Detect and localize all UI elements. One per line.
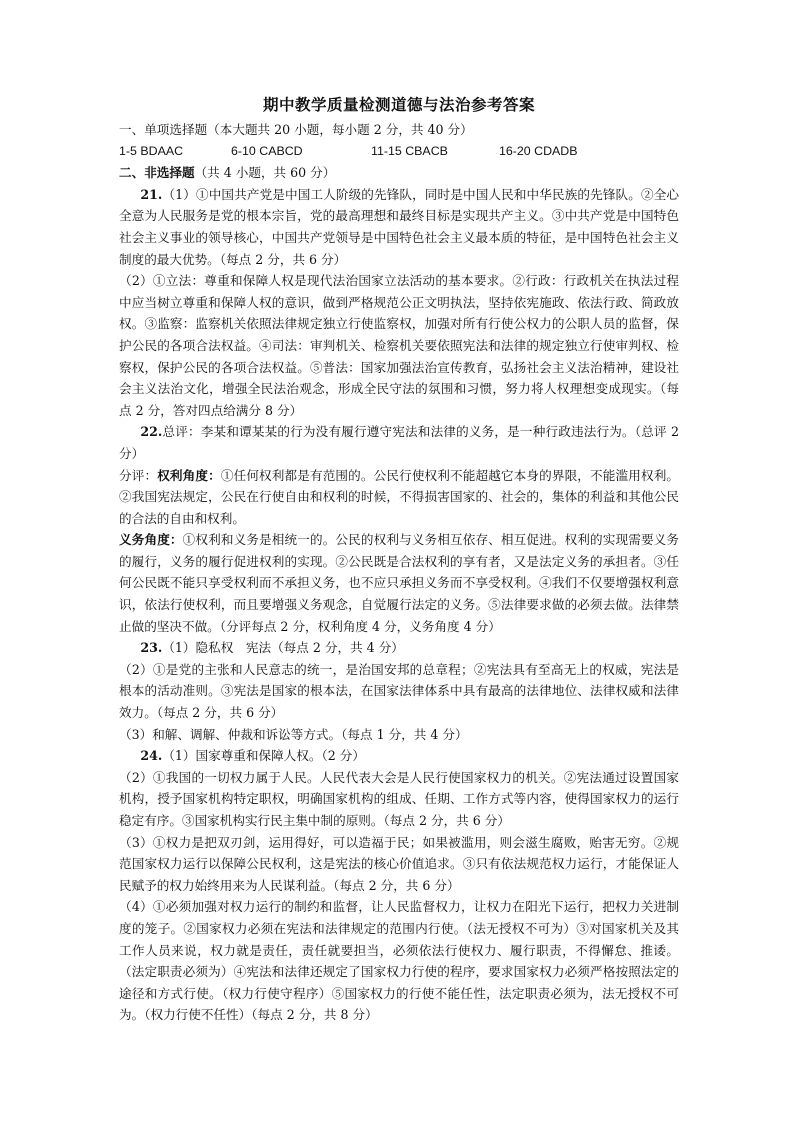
multiple-choice-answers (119, 141, 679, 163)
answer-group: 6-10 CABCD (231, 143, 303, 158)
q22-rights (119, 465, 679, 530)
answer-group: 11-15 CBACB (371, 143, 448, 158)
q22-rights-text: ①任何权利都是有范围的。公民行使权利不能超越它本身的界限，不能滥用权利。②我国宪法规定，公民在行使自由和权利的时候，不得损害国家的、社会的，集体的利益和其他公民的合法的自由和权利。 (119, 467, 680, 526)
q24-part2: （2）①我国的一切权力属于人民。人民代表大会是人民行使国家权力的机关。②宪法通过设置国家机构，授予国家机构特定职权，明确国家机构的组成、任期、工作方式等内容，使得国家权力的运行稳定有序。③国家机构实行民主集中制的原则。（每点 2 分，共 6 分） (119, 769, 679, 828)
q21-part1 (119, 184, 679, 270)
q24-part4: （4）①必须加强对权力运行的制约和监督，让人民监督权力，让权力在阳光下运行，把权力关进制度的笼子。②国家权力必须在宪法和法律规定的范围内行使。（法无授权不可为）③对国家机关及其工作人员来说，权力就是责任，责任就要担当，必须依法行使权力、履行职责，不得懈怠、推诿。（法定职责必须为）④宪法和法律还规定了国家权力行使的程序，要求国家权力必须严格按照法定的途径和方式行使。（权力行使守程序）⑤国家权力的行使不能任性，法定职责必须为，法无授权不可为。（权力行使不任性）（每点 2 分，共 8 分） (119, 899, 679, 1023)
page-title: 期中教学质量检测道德与法治参考答案 (262, 95, 535, 114)
q22-summary (119, 421, 679, 464)
q23-part3: （3）和解、调解、仲裁和诉讼等方式。（每点 1 分，共 4 分） (119, 726, 468, 742)
q21-part2: （2）①立法：尊重和保障人权是现代法治国家立法活动的基本要求。②行政：行政机关在执法过程中应当树立尊重和保障人权的意识，做到严格规范公正文明执法，坚持依宪施政、依法行政、简政放权。③监察：监察机关依照法律规定独立行使监察权，加强对所有行使公权力的公职人员的监督，保护公民的各项合法权益。④司法：审判机关、检察机关要依照宪法和法律的规定独立行使审判权、检察权，保护公民的各项合法权益。⑤普法：国家加强法治宣传教育，弘扬社会主义法治精神，建设社会主义法治文化，增强全民法治观念，形成全民守法的氛围和习惯，努力将人权理想变成现实。（每点 2 分，答对四点给满分 8 分） (119, 273, 679, 418)
answer-document (119, 93, 679, 1026)
q24-part1 (119, 745, 679, 767)
q22-duty-label: 义务角度： (119, 532, 183, 548)
section-2-heading-rest: （共 4 小题，共 60 分） (194, 165, 336, 181)
answer-group: 1-5 BDAAC (119, 143, 184, 158)
q22-duty (119, 529, 679, 637)
section-2-heading (119, 162, 679, 184)
section-1-heading: 一、单项选择题（本大题共 20 小题，每小题 2 分，共 40 分） (119, 122, 473, 137)
q24-part1-text: （1）国家尊重和保障人权。（2 分） (162, 748, 365, 764)
q22-summary-text: 总评：李某和谭某某的行为没有履行遵守宪法和法律的义务，是一种行政违法行为。（总评 2 分） (119, 424, 679, 461)
q21-part1-text: （1）①中国共产党是中国工人阶级的先锋队，同时是中国人民和中华民族的先锋队。②全心全意为人民服务是党的根本宗旨，党的最高理想和最终目标是实现共产主义。③中共产党是中国特色社会主义事业的领导核心，中国共产党领导是中国特色社会主义最本质的特征，是中国特色社会主义制度的最大优势。（每点 2 分，共 6 分） (119, 186, 679, 267)
q24-part3: （3）①权力是把双刃剑，运用得好，可以造福于民；如果被滥用，则会滋生腐败，贻害无穷。②规范国家权力运行以保障公民权利，这是宪法的核心价值追求。③只有依法规范权力运行，才能保证人民赋予的权力始终用来为人民谋利益。（每点 2 分，共 6 分） (119, 834, 679, 893)
q22-duty-text: ①权利和义务是相统一的。公民的权利与义务相互依存、相互促进。权利的实现需要义务的履行，义务的履行促进权利的实现。②公民既是合法权利的享有者，又是法定义务的承担者。③任何公民既不能只享受权利而不承担义务，也不应只承担义务而不享受权利。④我们不仅要增强权利意识，依法行使权利，而且要增强义务观念，自觉履行法定的义务。⑤法律要求做的必须去做。法律禁止做的坚决不做。（分评每点 2 分，权利角度 4 分，义务角度 4 分） (119, 532, 680, 634)
q24-number: 24. (140, 748, 163, 764)
q22-rights-label: 权利角度： (157, 467, 221, 483)
answer-group: 16-20 CDADB (499, 143, 578, 158)
q21-number: 21. (140, 186, 163, 202)
q23-number: 23. (140, 640, 163, 656)
q23-part1-text: （1）隐私权 宪法（每点 2 分，共 4 分） (162, 640, 404, 656)
q22-number: 22. (140, 424, 163, 440)
q23-part2: （2）①是党的主张和人民意志的统一，是治国安邦的总章程；②宪法具有至高无上的权威，宪法是根本的活动准则。③宪法是国家的根本法，在国家法律体系中具有最高的法律地位、法律权威和法律效力。（每点 2 分，共 6 分） (119, 661, 679, 721)
q22-analysis-prefix: 分评： (119, 467, 158, 483)
section-2-heading-bold: 二、非选择题 (119, 165, 195, 181)
q23-part1 (119, 637, 679, 659)
